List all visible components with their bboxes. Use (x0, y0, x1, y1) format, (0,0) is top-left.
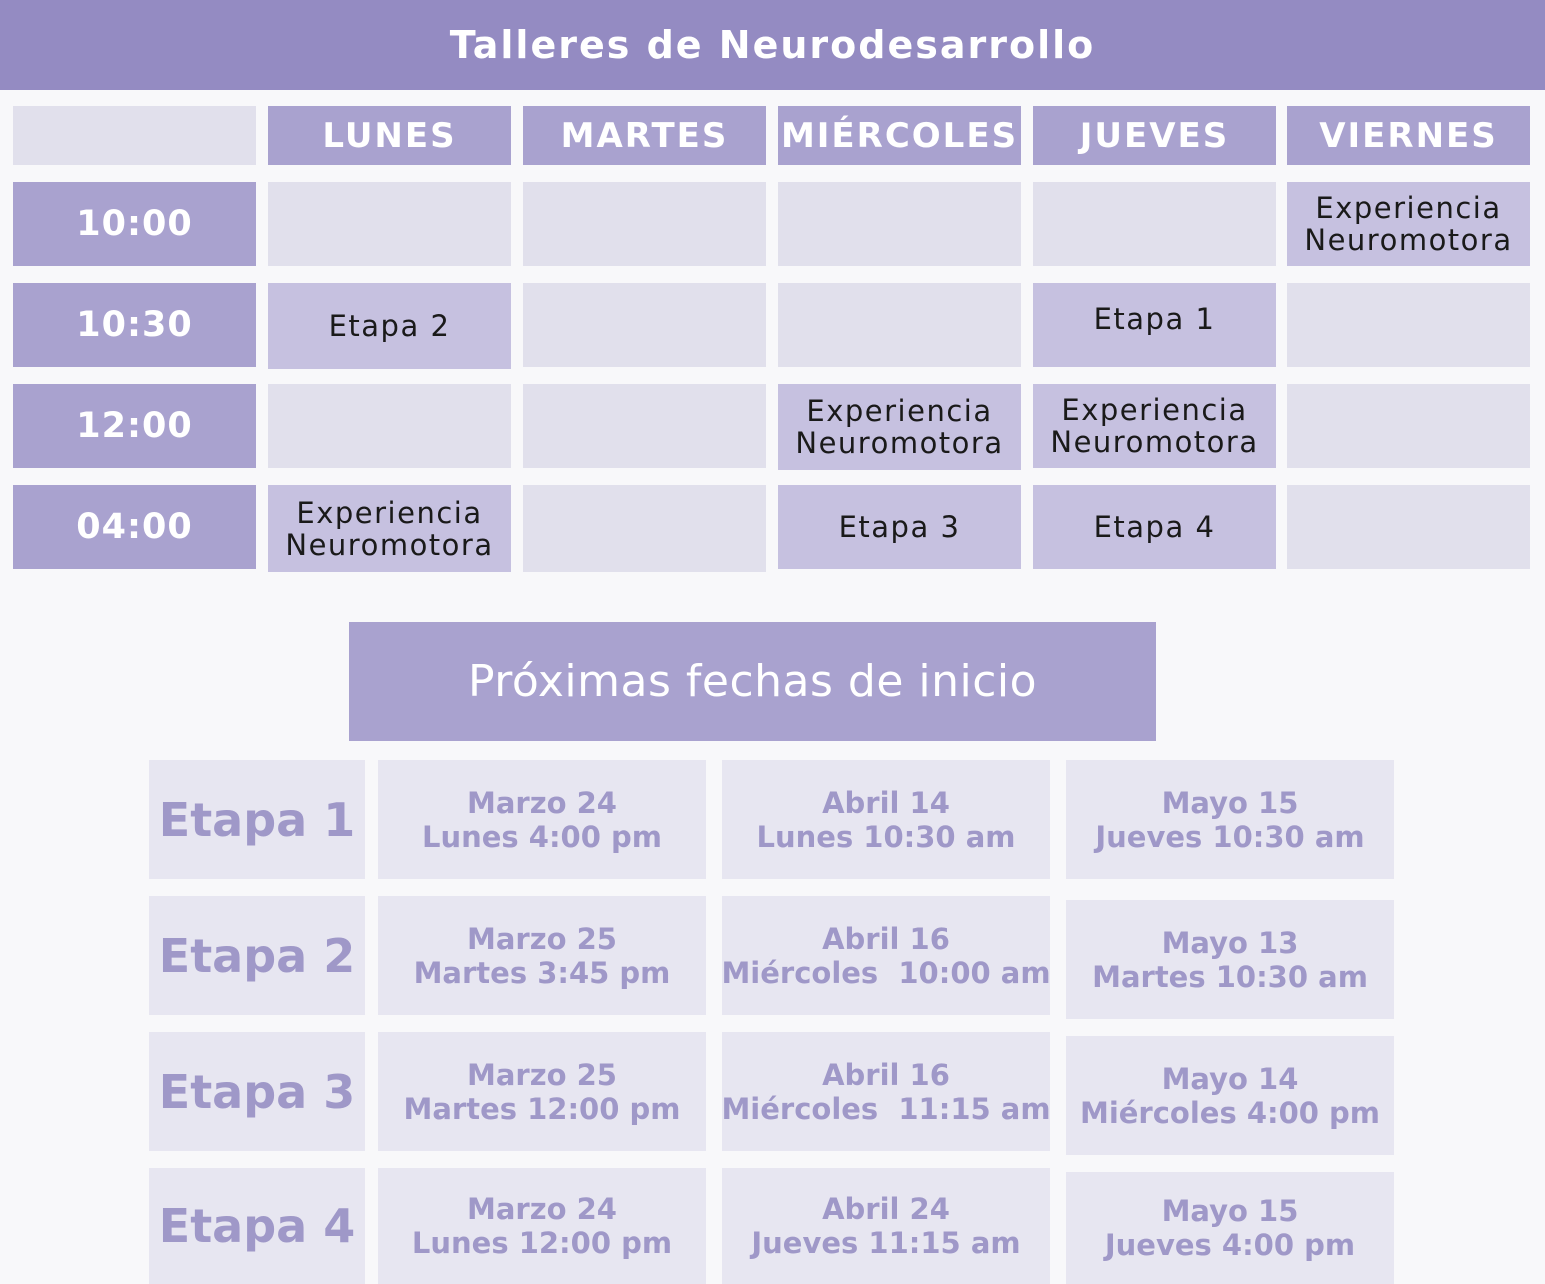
schedule-event (1033, 384, 1276, 468)
event-label: Experiencia Neuromotora (285, 495, 494, 562)
stage-name: Etapa 1 (158, 792, 356, 847)
start-day-time: Jueves 11:15 am (751, 1226, 1021, 1260)
start-day-time: Jueves 4:00 pm (1104, 1228, 1356, 1262)
start-day-time: Martes 10:30 am (1092, 959, 1368, 994)
start-date: Marzo 24 (467, 1192, 617, 1226)
day-header-monday: LUNES (268, 106, 511, 165)
event-label: Etapa 4 (1093, 510, 1216, 544)
schedule-event (778, 485, 1021, 569)
start-day-time: Lunes 4:00 pm (421, 819, 662, 854)
schedule-event (268, 283, 511, 369)
page-title-bar (0, 0, 1545, 90)
stage-label (149, 1168, 365, 1284)
page-title: Talleres de Neurodesarrollo (449, 23, 1096, 67)
time-label-1000: 10:00 (13, 182, 256, 266)
day-header-thursday: JUEVES (1033, 106, 1276, 165)
start-date-cell (1066, 760, 1394, 879)
time-label-1200: 12:00 (13, 384, 256, 468)
start-date-cell (1066, 1172, 1394, 1284)
start-date: Abril 24 (822, 1192, 950, 1226)
start-date: Mayo 14 (1161, 1061, 1299, 1096)
start-date: Abril 16 (822, 921, 950, 956)
start-day-time: Miércoles 11:15 am (721, 1091, 1051, 1126)
day-header-wednesday: MIÉRCOLES (778, 106, 1021, 165)
start-date-cell (378, 760, 706, 879)
start-date-cell (1066, 1036, 1394, 1155)
upcoming-title: Próximas fechas de inicio (467, 656, 1038, 707)
schedule-cell (1033, 182, 1276, 266)
start-day-time: Lunes 12:00 pm (411, 1226, 673, 1260)
schedule-cell (523, 384, 766, 468)
schedule-cell (268, 384, 511, 468)
stage-label (149, 760, 365, 879)
stage-label (149, 1032, 365, 1151)
start-date-cell (722, 1032, 1050, 1151)
schedule-cell (1287, 283, 1530, 367)
time-label-1030: 10:30 (13, 283, 256, 367)
schedule-event (1287, 182, 1530, 266)
event-label: Experiencia Neuromotora (1304, 191, 1513, 257)
start-day-time: Miércoles 10:00 am (721, 955, 1051, 990)
schedule-event (1033, 283, 1276, 367)
day-header-friday: VIERNES (1287, 106, 1530, 165)
start-date-cell (378, 896, 706, 1015)
start-date: Mayo 13 (1161, 925, 1299, 960)
stage-name: Etapa 3 (158, 1064, 356, 1119)
stage-name: Etapa 4 (158, 1199, 356, 1253)
start-date: Mayo 15 (1161, 1194, 1299, 1228)
start-date: Marzo 24 (467, 785, 617, 820)
schedule-cell (523, 485, 766, 572)
start-date-cell (1066, 900, 1394, 1019)
time-label-0400: 04:00 (13, 485, 256, 569)
start-date: Abril 16 (822, 1057, 950, 1092)
day-header-tuesday: MARTES (523, 106, 766, 165)
schedule-cell (268, 182, 511, 266)
schedule-cell (778, 283, 1021, 367)
start-day-time: Miércoles 4:00 pm (1079, 1095, 1381, 1130)
schedule-event (778, 384, 1021, 470)
schedule-event (1033, 485, 1276, 569)
start-date: Marzo 25 (467, 921, 617, 956)
start-day-time: Martes 3:45 pm (413, 955, 671, 990)
start-date-cell (378, 1168, 706, 1284)
start-date: Marzo 25 (467, 1057, 617, 1092)
start-date-cell (378, 1032, 706, 1151)
schedule-cell (523, 182, 766, 266)
start-day-time: Lunes 10:30 am (756, 819, 1016, 854)
stage-label (149, 896, 365, 1015)
schedule-corner-cell (13, 106, 256, 165)
start-day-time: Martes 12:00 pm (403, 1091, 681, 1126)
start-date-cell (722, 896, 1050, 1015)
event-label: Etapa 2 (328, 309, 451, 343)
upcoming-title-bar (349, 622, 1156, 741)
event-label: Experiencia Neuromotora (795, 394, 1004, 460)
event-label: Etapa 3 (838, 510, 961, 544)
start-date-cell (722, 760, 1050, 879)
schedule-cell (523, 283, 766, 367)
event-label: Etapa 1 (1093, 302, 1216, 336)
schedule-cell (1287, 485, 1530, 569)
start-date: Abril 14 (822, 785, 950, 820)
stage-name: Etapa 2 (158, 928, 356, 983)
schedule-cell (778, 182, 1021, 266)
schedule-event (268, 485, 511, 572)
start-date-cell (722, 1168, 1050, 1284)
event-label: Experiencia Neuromotora (1050, 393, 1259, 459)
start-date: Mayo 15 (1161, 785, 1299, 820)
schedule-cell (1287, 384, 1530, 468)
start-day-time: Jueves 10:30 am (1095, 819, 1365, 854)
